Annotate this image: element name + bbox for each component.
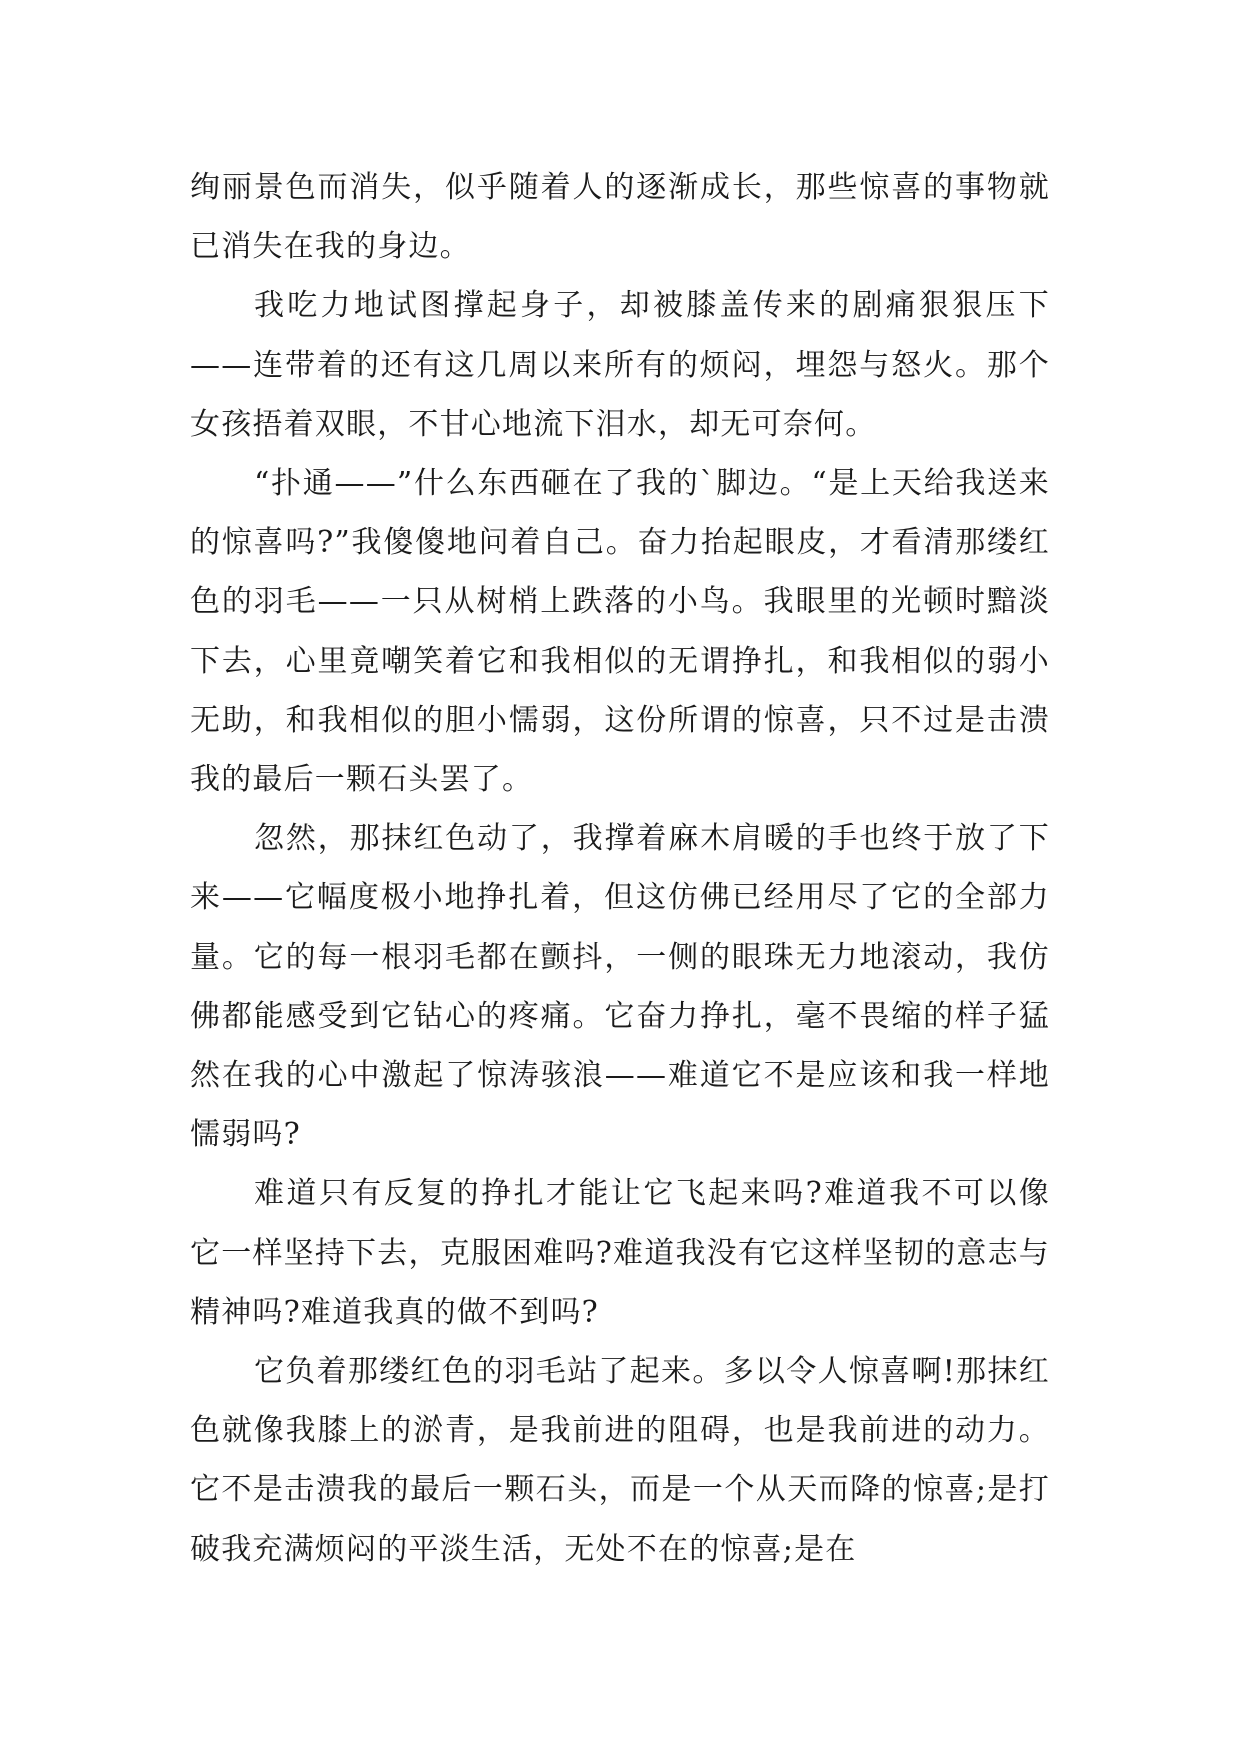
- document-body: [190, 158, 1050, 1579]
- paragraph-6: 它负着那缕红色的羽毛站了起来。多以令人惊喜啊!那抹红色就像我膝上的淤青，是我前进的阻碍，也是我前进的动力。它不是击溃我的最后一颗石头，而是一个从天而降的惊喜;是打破我充满烦闷的平淡生活，无处不在的惊喜;是在: [190, 1354, 1050, 1567]
- paragraph-1: 绚丽景色而消失，似乎随着人的逐渐成长，那些惊喜的事物就已消失在我的身边。: [190, 170, 1050, 265]
- paragraph-2: 我吃力地试图撑起身子，却被膝盖传来的剧痛狠狠压下——连带着的还有这几周以来所有的烦闷，埋怨与怒火。那个女孩捂着双眼，不甘心地流下泪水，却无可奈何。: [190, 288, 1050, 442]
- paragraph-5: 难道只有反复的挣扎才能让它飞起来吗?难道我不可以像它一样坚持下去，克服困难吗?难道我没有它这样坚韧的意志与精神吗?难道我真的做不到吗?: [190, 1176, 1050, 1330]
- paragraph-3: “扑通——”什么东西砸在了我的`脚边。“是上天给我送来的惊喜吗?”我傻傻地问着自己。奋力抬起眼皮，才看清那缕红色的羽毛——一只从树梢上跌落的小鸟。我眼里的光顿时黯淡下去，心里竟嘲笑着它和我相似的无谓挣扎，和我相似的弱小无助，和我相似的胆小懦弱，这份所谓的惊喜，只不过是击溃我的最后一颗石头罢了。: [190, 466, 1050, 798]
- paragraph-4: 忽然，那抹红色动了，我撑着麻木肩暖的手也终于放了下来——它幅度极小地挣扎着，但这仿佛已经用尽了它的全部力量。它的每一根羽毛都在颤抖，一侧的眼珠无力地滚动，我仿佛都能感受到它钻心的疼痛。它奋力挣扎，毫不畏缩的样子猛然在我的心中激起了惊涛骇浪——难道它不是应该和我一样地懦弱吗?: [190, 821, 1050, 1153]
